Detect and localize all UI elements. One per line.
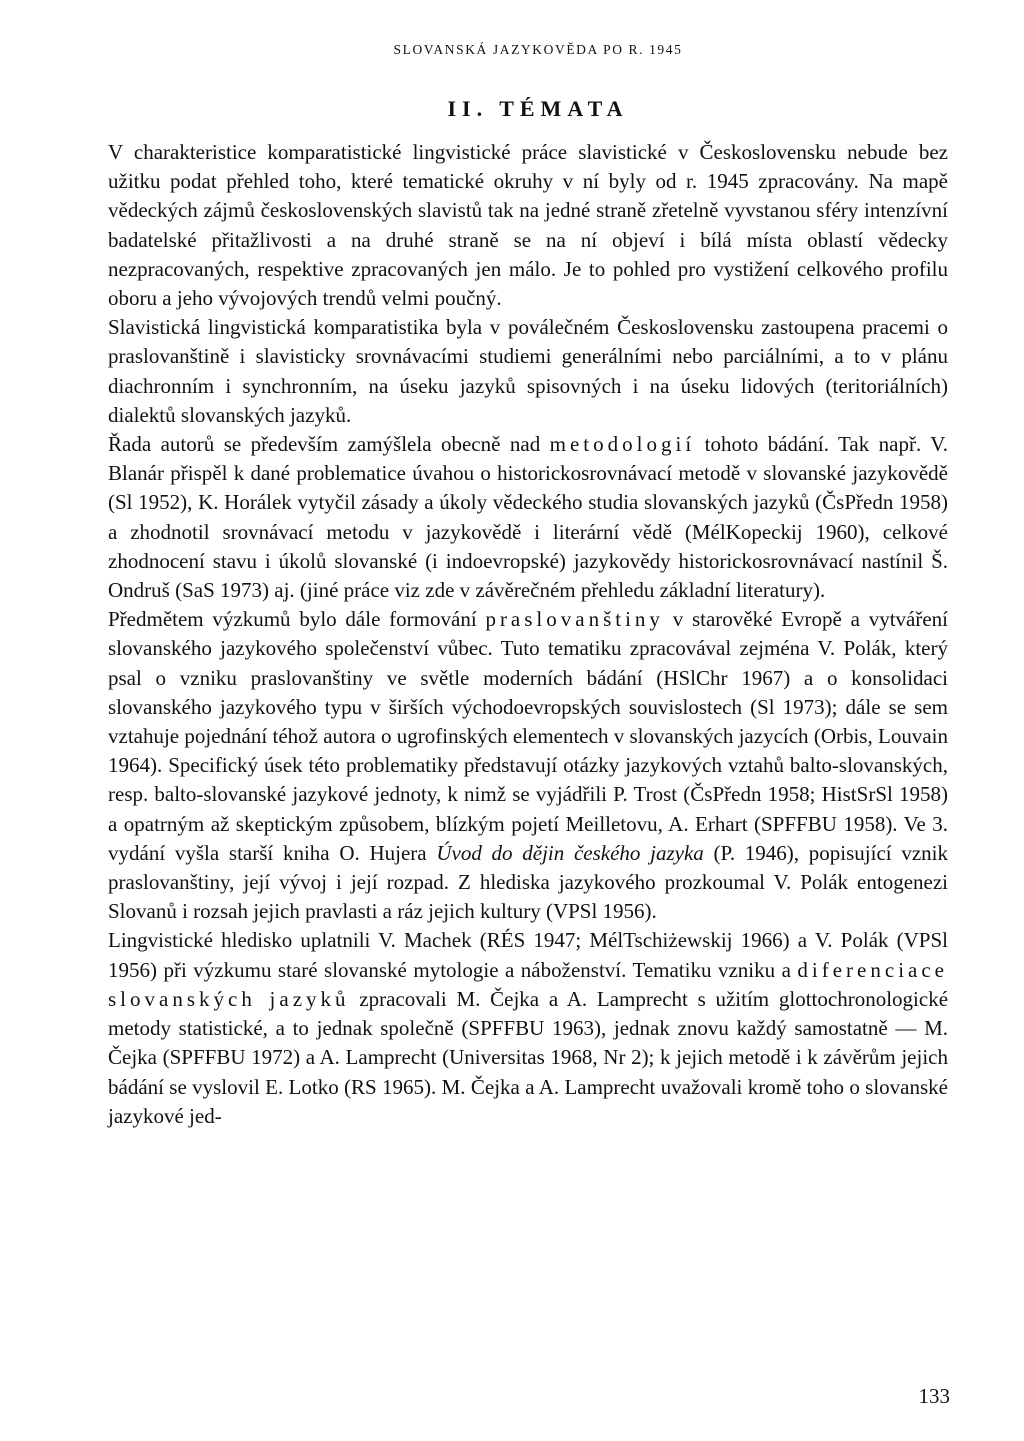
page-number: 133 [918,1384,950,1408]
body-text [108,138,948,1131]
paragraph-text: zpracovali M. Čejka a A. Lamprecht s užitím glottochronologické metody statistické, a to jednak společně (SPFFBU 1963), jednak znovu každý samostatně — M. Čejka (SPFFBU 1972) a A. Lamprecht (Universitas 1968, Nr 2); k jejich metodě i k závěrům jejich bádání se vyslovil E. Lotko (RS 1965). M. Čejka a A. Lamprecht uvažovali kromě toho o slovanské jazykové jed- [108,986,949,1128]
paragraph-proto-slavic [108,605,948,926]
spaced-term-differentiation: diferenciace slovanských jazyků [108,957,948,1011]
paragraph-intro [108,138,948,313]
paragraph-text: (P. 1946), popisující vznik praslovanštiny, její vývoj i její rozpad. Z hlediska jazykového prozkoumal V. Polák entogenezi Slovanů i rozsah jejich pravlasti a ráz jejich kultury (VPSl 1956). [108,840,948,924]
page [108,40,948,1131]
spaced-term-proto-slavic: praslovanštiny [485,607,664,632]
paragraph-text: Předmětem výzkumů bylo dále formování [108,607,486,632]
paragraph-text: V charakteristice komparatistické lingvistické práce slavistické v Československu nebude bez užitku podat přehled toho, které tematické okruhy v ní byly od r. 1945 zpracovány. Na mapě vědeckých zájmů československých slavistů tak na jedné straně zřetelně vyvstanou sféry intenzívní badatelské přitažlivosti a na druhé straně se na ní objeví i bílá místa oblastí vědecky nezpracovaných, respektive zpracovaných jen málo. Je to pohled pro vystižení celkového profilu oboru a jeho vývojových trendů velmi poučný. [108,140,948,311]
paragraph-comparative [108,313,948,430]
paragraph-text: tohoto bádání. Tak např. V. Blanár přispěl k dané problematice úvahou o historickosrovnávací metodě v slovanské jazykovědě (Sl 1952), K. Horálek vytyčil zásady a úkoly vědeckého studia slovanských jazyků (ČsPředn 1958) a zhodnotil srovnávací metodu v jazykovědě i literární vědě (MélKopeckij 1960), celkové zhodnocení stavu i úkolů slovanské (i indoevropské) jazykovědy historickosrovnávací nastínil Š. Ondruš (SaS 1973) aj. (jiné práce viz zde v závěrečném přehledu základní literatury). [108,432,948,603]
book-title-italic: Úvod do dějin českého jazyka [436,840,704,865]
paragraph-text: Řada autorů se především zamýšlela obecně nad [108,432,550,457]
paragraph-methodology [108,430,948,605]
paragraph-text: Lingvistické hledisko uplatnili V. Machek (RÉS 1947; MélTschiżewskij 1966) a V. Polák (VPSl 1956) při výzkumu staré slovanské mytologie a náboženství. Tematiku vzniku a [108,928,948,982]
paragraph-text: Slavistická lingvistická komparatistika byla v poválečném Československu zastoupena pracemi o praslovanštině i slavisticky srovnávacími studiemi generálními nebo parciálními, a to v plánu diachronním i synchronním, na úseku jazyků spisovných i na úseku lidových (teritoriálních) dialektů slovanských jazyků. [108,315,948,427]
section-title: II. TÉMATA [447,96,629,121]
running-head: SLOVANSKÁ JAZYKOVĚDA PO R. 1945 [393,42,683,57]
paragraph-text: v starověké Evropě a vytváření slovanského jazykového společenství vůbec. Tuto tematiku zpracovával zejména V. Polák, který psal o vzniku praslovanštiny ve světle moderních bádání (HSlChr 1967) a o konsolidaci slovanského jazykového typu v širších východoevropských souvislostech (Sl 1973); dále se sem vztahuje pojednání téhož autora o ugrofinských elementech v slovanských jazycích (Orbis, Louvain 1964). Specifický úsek této problematiky představují otázky jazykových vztahů balto-slovanských, resp. balto-slovanské jazykové jednoty, k nimž se vyjádřili P. Trost (ČsPředn 1958; HistSrSl 1958) a opatrným až skeptickým způsobem, blízkým pojetí Meilletovu, A. Erhart (SPFFBU 1958). Ve 3. vydání vyšla starší kniha O. Hujera [108,607,948,865]
spaced-term-methodology: metodologií [549,432,696,457]
paragraph-linguistic-viewpoint [108,926,948,1130]
